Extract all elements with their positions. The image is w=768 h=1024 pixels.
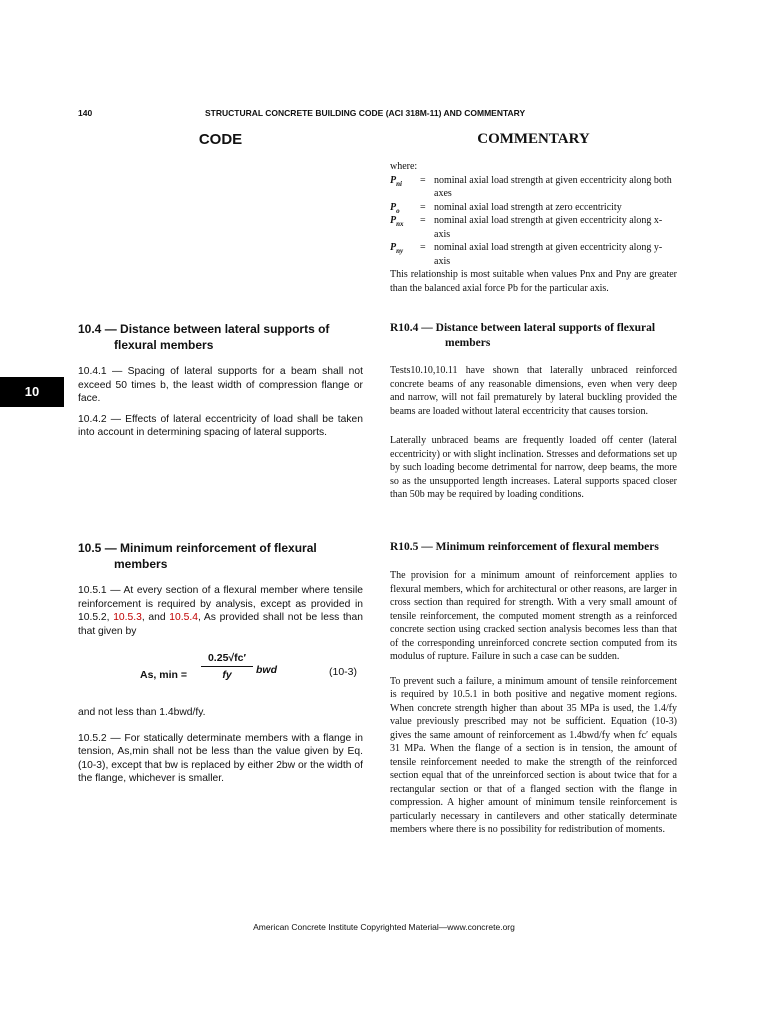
commentary-paragraph: Laterally unbraced beams are frequently loaded off center (lateral eccentricity) or with slight inclination. Stresses and deformations set up by such loading become detrimental for narrow, deep beams, the more so as the unsupported length increases. Lateral supports spaced closer than 50b may be required by loading conditions. bbox=[390, 435, 677, 500]
commentary-section-r10-5 bbox=[390, 540, 677, 837]
code-paragraph-10-4-1: 10.4.1 — Spacing of lateral supports for a beam shall not exceed 50 times b, the least width of compression flange or face. bbox=[78, 366, 363, 404]
equation-denominator: fy bbox=[222, 669, 232, 681]
equation-fraction bbox=[201, 652, 253, 681]
code-paragraph-10-4-2: 10.4.2 — Effects of lateral eccentricity of load shall be taken into account in determining spacing of lateral supports. bbox=[78, 413, 363, 438]
definition-symbol: $P_{ni}$ bbox=[390, 174, 402, 188]
code-after-equation: and not less than 1.4bwd/fy. bbox=[78, 707, 206, 718]
cross-reference-link[interactable]: 10.5.3 bbox=[113, 612, 142, 623]
definition-row: $P_{ni}$ = nominal axial load strength at given eccentricity along both axes bbox=[390, 174, 677, 201]
definition-row: $P_o$ = nominal axial load strength at zero eccentricity bbox=[390, 201, 677, 215]
definition-symbol: $P_{ny}$ bbox=[390, 242, 404, 255]
definition-row: $P_{nx}$ = nominal axial load strength at given eccentricity along x-axis bbox=[390, 214, 677, 241]
commentary-paragraph: To prevent such a failure, a minimum amount of tensile reinforcement is required by 10.5.1 in both positive and negative moment regions. When concrete strength higher than about 35 MPa is used, the 1.4/fy value previously prescribed may not be sufficient. Equation (10-3) gives the same amount of reinforcement as 1.4bwd/fy when fc′ equals 31 MPa. When the flange of a section is in tension, the amount of tensile reinforcement needed to make the strength of the reinforced section equal that of the unreinforced section is about twice that for a rectangular section or that of a flanged section with the flange in compression. A higher amount of minimum tensile reinforcement is particularly necessary in cantilevers and other statically determinate members where there is no possibility for redistribution of moments. bbox=[390, 675, 677, 835]
section-heading: R10.4 — Distance between lateral supports of flexural members bbox=[390, 322, 656, 349]
commentary-column-heading: COMMENTARY bbox=[477, 131, 590, 147]
equation-number: (10-3) bbox=[329, 666, 358, 678]
equation-numerator: 0.25√fc′ bbox=[201, 652, 253, 667]
definition-text: nominal axial load strength at given eccentricity along both axes bbox=[434, 174, 672, 199]
code-paragraph-10-5-2: 10.5.2 — For statically determinate members with a flange in tension, As,min shall not be less than the value given by Eq. (10-3), except that bw is replaced by either 2bw or the width of the flange, whichever is smaller. bbox=[78, 732, 363, 784]
definition-row: $P_{ny}$ = nominal axial load strength at given eccentricity along y-axis bbox=[390, 241, 677, 268]
equation-10-3 bbox=[78, 652, 363, 692]
page-number: 140 bbox=[78, 108, 93, 118]
commentary-paragraph: The provision for a minimum amount of reinforcement applies to flexural members, which for architectural or other reasons, are larger in cross section than required for strength. With a very small amount of tensile reinforcement, the computed moment strength as a reinforced concrete section using cracked section analysis becomes less than that of the corresponding unreinforced concrete section computed from its modulus of rupture. Failure in such a case can be sudden. bbox=[390, 570, 677, 662]
code-section-10-5 bbox=[78, 540, 363, 638]
section-heading: R10.5 — Minimum reinforcement of flexural members bbox=[390, 541, 659, 553]
definition-text: nominal axial load strength at given eccentricity along x-axis bbox=[434, 215, 663, 240]
code-paragraph-10-5-1: 10.5.1 — At every section of a flexural member where tensile reinforcement is required by analysis, except as provided in 10.5.2, 10.5.3, and 10.5.4, As provided shall not be less than that given by bbox=[78, 585, 363, 637]
commentary-definitions-block bbox=[390, 160, 677, 295]
chapter-tab: 10 bbox=[0, 377, 64, 407]
section-heading: 10.5 — Minimum reinforcement of flexural members bbox=[78, 541, 317, 571]
definition-text: nominal axial load strength at zero eccentricity bbox=[434, 201, 622, 213]
equation-rhs: bwd bbox=[256, 664, 277, 676]
definition-symbol: $P_o$ bbox=[390, 201, 400, 215]
running-title: STRUCTURAL CONCRETE BUILDING CODE (ACI 318M-11) AND COMMENTARY bbox=[205, 108, 526, 118]
definition-symbol: $P_{nx}$ bbox=[390, 215, 404, 228]
where-label: where: bbox=[390, 161, 418, 172]
code-section-10-5-continued bbox=[78, 706, 363, 786]
definitions-closing-paragraph: This relationship is most suitable when values Pnx and Pny are greater than the balanced axial force Pb for the particular axis. bbox=[390, 269, 677, 294]
commentary-paragraph: Tests10.10,10.11 have shown that laterally unbraced reinforced concrete beams of any reasonable dimensions, even when very deep and narrow, will not fail prematurely by lateral buckling provided the beams are loaded without lateral eccentricity that causes torsion. bbox=[390, 365, 677, 417]
section-heading: 10.4 — Distance between lateral supports of flexural members bbox=[78, 322, 330, 352]
cross-reference-link[interactable]: 10.5.4 bbox=[169, 612, 198, 623]
code-section-10-4 bbox=[78, 321, 363, 440]
definition-text: nominal axial load strength at given eccentricity along y-axis bbox=[434, 242, 663, 267]
equation-lhs: As, min = bbox=[140, 669, 187, 681]
commentary-section-r10-4 bbox=[390, 321, 677, 502]
page-footer: American Concrete Institute Copyrighted Material—www.concrete.org bbox=[253, 922, 515, 932]
code-column-heading: CODE bbox=[198, 131, 243, 148]
